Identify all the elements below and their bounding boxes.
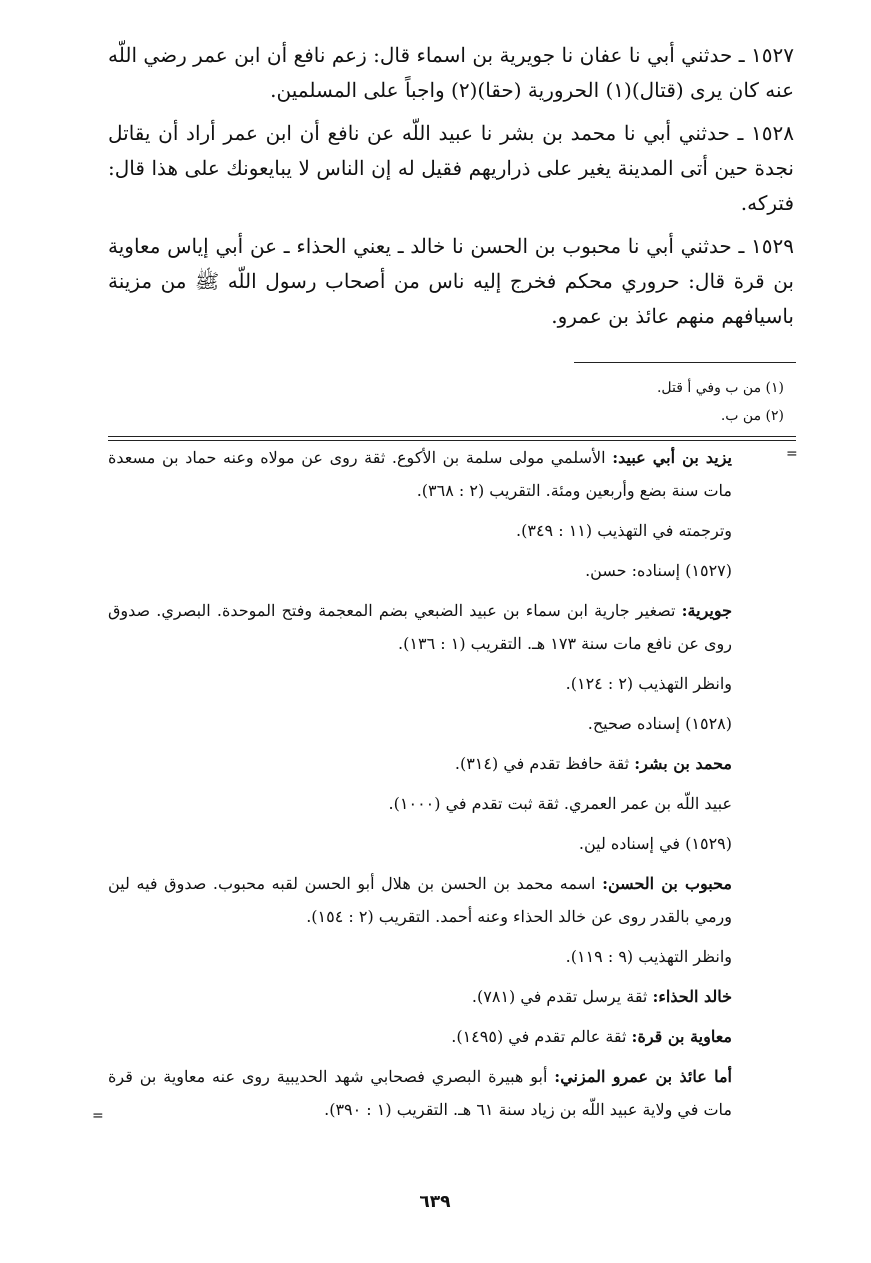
note-entry: [108, 980, 786, 1013]
note-text: ثقة عالم تقدم في (١٤٩٥).: [451, 1027, 632, 1046]
note-entry: [108, 514, 786, 547]
note-text: اسمه محمد بن الحسن بن هلال أبو الحسن لقبه محبوب. صدوق فيه لين ورمي بالقدر روى عن خالد الحذاء وعنه أحمد. التقريب (٢ : ١٥٤).: [108, 874, 732, 926]
commentary-notes: [108, 441, 786, 1133]
note-text: وانظر التهذيب (٢ : ١٢٤).: [565, 674, 732, 693]
narrator-name: جويرية:: [681, 601, 732, 620]
footnote-separator: [574, 362, 796, 363]
note-text: أبو هبيرة البصري فصحابي شهد الحديبية روى عنه معاوية بن قرة مات في ولاية عبيد اللّه بن زياد سنة ٦١ هـ. التقريب (١ : ٣٩٠).: [108, 1067, 732, 1119]
footnotes: [600, 374, 784, 430]
hadith-section: [108, 38, 794, 342]
note-text: ثقة يرسل تقدم في (٧٨١).: [471, 987, 653, 1006]
hadith-1529: ١٥٢٩ ـ حدثني أبي نا محبوب بن الحسن نا خالد ـ يعني الحذاء ـ عن أبي إياس معاوية بن قرة قال: حروري محكم فخرج إليه ناس من أصحاب رسول اللّه ﷺ من مزينة باسيافهم منهم عائذ بن عمرو.: [108, 234, 794, 328]
footnote-1: (١) من ب وفي أ قتل.: [656, 380, 784, 396]
narrator-name: أما عائذ بن عمرو المزني:: [554, 1067, 732, 1086]
narrator-name: معاوية بن قرة:: [631, 1027, 732, 1046]
note-text: الأسلمي مولى سلمة بن الأكوع. ثقة روى عن مولاه وعنه حماد بن مسعدة مات سنة بضع وأربعين ومئة. التقريب (٢ : ٣٦٨).: [108, 448, 732, 500]
note-entry: [108, 867, 786, 933]
note-entry: [108, 554, 786, 587]
hadith-1528: ١٥٢٨ ـ حدثني أبي نا محمد بن بشر نا عبيد اللّه عن نافع أن ابن عمر أراد أن يقاتل نجدة حين أتى المدينة يغير على ذراريهم فقيل له إن الناس لا يبايعونك على هذا قال: فتركه.: [108, 121, 794, 215]
note-entry: [108, 1020, 786, 1053]
note-text: تصغير جارية ابن سماء بن عبيد الضبعي بضم المعجمة وفتح الموحدة. البصري. صدوق روى عن نافع مات سنة ١٧٣ هـ. التقريب (١ : ١٣٦).: [108, 601, 732, 653]
note-entry: [108, 707, 786, 740]
continuation-mark-bottom: =: [92, 1108, 104, 1124]
note-entry: [108, 787, 786, 820]
note-text: ثقة حافظ تقدم في (٣١٤).: [454, 754, 635, 773]
footnote-2: (٢) من ب.: [720, 408, 784, 424]
note-entry: [108, 940, 786, 973]
narrator-name: يزيد بن أبي عبيد:: [612, 448, 733, 467]
narrator-name: خالد الحذاء:: [652, 987, 732, 1006]
note-text: عبيد اللّه بن عمر العمري. ثقة ثبت تقدم في (١٠٠٠).: [388, 794, 732, 813]
note-entry: [108, 667, 786, 700]
note-entry: [108, 441, 786, 507]
notes-separator-top: [108, 436, 796, 437]
note-entry: [108, 1060, 786, 1126]
note-text: (١٥٢٧) إسناده: حسن.: [585, 561, 732, 580]
note-text: وانظر التهذيب (٩ : ١١٩).: [565, 947, 732, 966]
note-text: (١٥٢٩) في إسناده لين.: [578, 834, 732, 853]
narrator-name: محبوب بن الحسن:: [602, 874, 732, 893]
note-text: (١٥٢٨) إسناده صحيح.: [587, 714, 732, 733]
hadith-1527: ١٥٢٧ ـ حدثني أبي نا عفان نا جويرية بن اسماء قال: زعم نافع أن ابن عمر رضي اللّه عنه كان يرى (قتال)(١) الحرورية (حقا)(٢) واجباً على المسلمين.: [108, 43, 794, 102]
note-entry: [108, 827, 786, 860]
narrator-name: محمد بن بشر:: [634, 754, 732, 773]
note-entry: [108, 747, 786, 780]
note-text: وترجمته في التهذيب (١١ : ٣٤٩).: [516, 521, 732, 540]
page-number: ٦٣٩: [419, 1192, 451, 1212]
note-entry: [108, 594, 786, 660]
continuation-mark-top: =: [786, 446, 798, 462]
